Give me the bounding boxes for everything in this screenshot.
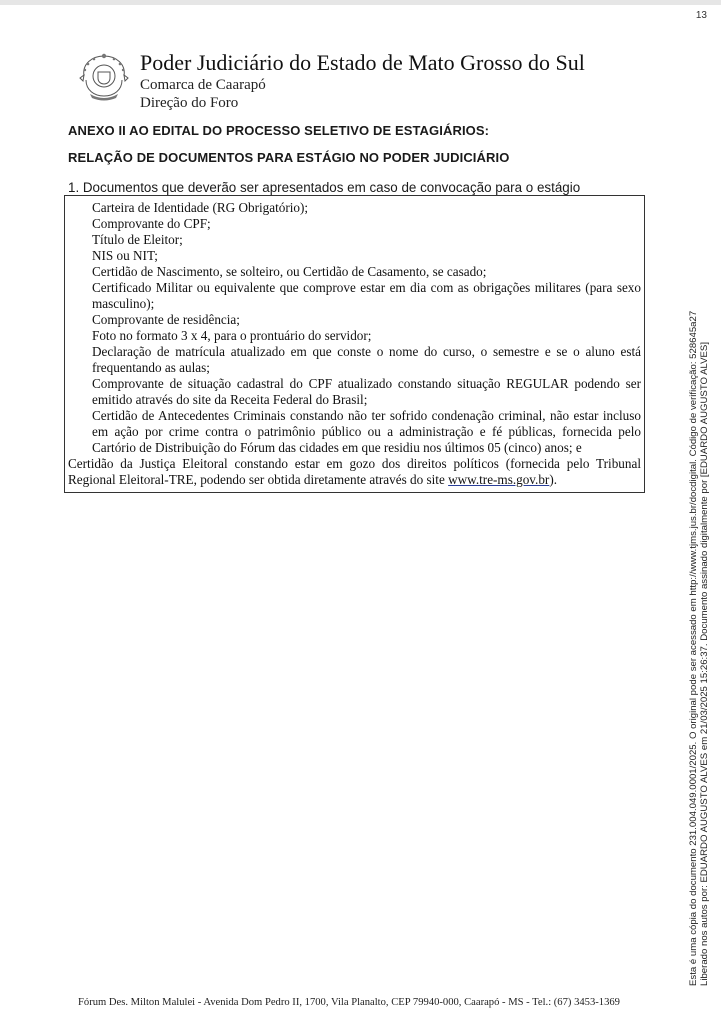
list-item: Certidão de Antecedentes Criminais constando não ter sofrido condenação criminal, não estar incluso em ação por crime contra o patrimônio público ou a administração e fé públicas, fornecida pelo Cartório de Distribuição do Fórum das cidades em que residiu nos últimos 05 (cinco) anos; e xyxy=(92,408,641,455)
list-item: Comprovante de residência; xyxy=(92,312,240,327)
section-title: 1. Documentos que deverão ser apresentados em caso de convocação para o estágio xyxy=(68,180,581,195)
court-header xyxy=(140,50,585,112)
verification-line-1: Esta é uma cópia do documento 231.004.049.0001/2025. O original pode ser acessado em http://www.tjms.jus.br/docdigital. Código de verificação: 528645a27 xyxy=(688,310,699,986)
footer-address: Fórum Des. Milton Malulei - Avenida Dom Pedro II, 1700, Vila Planalto, CEP 79940-000, Caarapó - MS - Tel.: (67) 3453-1369 xyxy=(78,997,620,1008)
page-number: 13 xyxy=(695,10,707,21)
state-coat-of-arms-icon xyxy=(76,50,132,102)
tre-ms-link[interactable]: www.tre-ms.gov.br xyxy=(448,472,550,487)
list-item: Certificado Militar ou equivalente que comprove estar em dia com as obrigações militares (para sexo masculino); xyxy=(92,280,641,311)
electoral-text-end: ). xyxy=(549,472,558,487)
verification-note xyxy=(688,256,710,986)
list-item: Carteira de Identidade (RG Obrigatório); xyxy=(92,200,309,215)
documents-list xyxy=(68,200,641,488)
list-item: Comprovante de situação cadastral do CPF atualizado constando situação REGULAR podendo ser emitido através do site da Receita Federal do Brasil; xyxy=(92,376,641,407)
list-item: Foto no formato 3 x 4, para o prontuário do servidor; xyxy=(92,328,372,343)
annex-title: ANEXO II AO EDITAL DO PROCESSO SELETIVO DE ESTAGIÁRIOS: xyxy=(68,123,490,138)
documents-box xyxy=(64,195,645,493)
annex-subtitle: RELAÇÃO DE DOCUMENTOS PARA ESTÁGIO NO PODER JUDICIÁRIO xyxy=(68,150,510,165)
list-item-electoral xyxy=(68,456,641,488)
electoral-text: Certidão da Justiça Eleitoral constando estar em gozo dos direitos políticos (fornecida pelo Tribunal Regional Eleitoral-TRE, podendo ser obtida diretamente através do site xyxy=(68,456,641,487)
direcao-name: Direção do Foro xyxy=(140,95,239,111)
list-item: Declaração de matrícula atualizado em que conste o nome do curso, o semestre e se o aluno está frequentando as aulas; xyxy=(92,344,641,375)
list-item: Certidão de Nascimento, se solteiro, ou Certidão de Casamento, se casado; xyxy=(92,264,487,279)
top-edge-bar xyxy=(0,0,721,5)
verification-line-2: Liberado nos autos por: EDUARDO AUGUSTO ALVES em 21/03/2025 15:26:37. Documento assinado digitalmente por [EDUARDO AUGUSTO ALVES] xyxy=(699,342,710,986)
comarca-name: Comarca de Caarapó xyxy=(140,77,266,93)
list-item: NIS ou NIT; xyxy=(92,248,158,263)
court-title: Poder Judiciário do Estado de Mato Grosso do Sul xyxy=(140,50,585,75)
list-item: Título de Eleitor; xyxy=(92,232,183,247)
list-item: Comprovante do CPF; xyxy=(92,216,211,231)
